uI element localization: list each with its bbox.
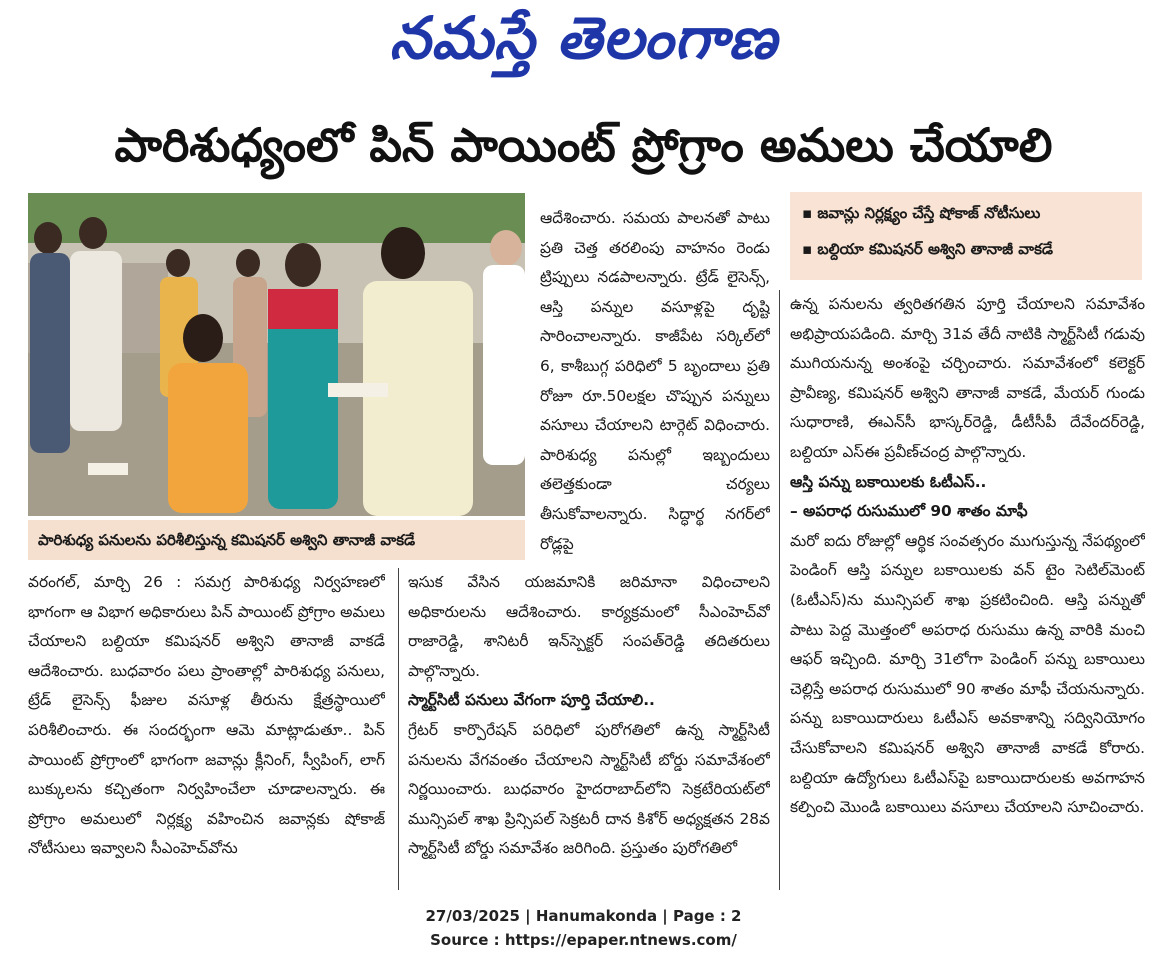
article-column-3 [790,290,1145,890]
footer-source: Source : https://epaper.ntnews.com/ [430,931,737,949]
article-headline: పారిశుధ్యంలో పిన్ పాయింట్ ప్రోగ్రాం అమలు చేయాలి [114,118,1053,172]
subheading-smartcity: స్మార్ట్‌సిటీ పనులు వేగంగా పూర్తి చేయాలి.. [408,691,655,710]
article-photo [28,193,525,516]
photo-illustration [28,193,525,516]
subheading-ots-sub: – అపరాధ రుసుములో 90 శాతం మాఫీ [790,502,1028,521]
article-column-1 [28,568,385,890]
column-2-top-text: ఆదేశించారు. సమయ పాలనతో పాటు ప్రతి చెత్త తరలింపు వాహనం రెండు ట్రిప్పులు నడపాలన్నారు. ట్రేడ్ లైసెన్స్, ఆస్తి పన్నుల వసూళ్లపై దృష్టి సారించాలన్నారు. కాజీపేట సర్కిల్‌లో 6, కాశీబుగ్గ పరిధిలో 5 బృందాలు ప్రతి రోజూ రూ.50లక్షల చొప్పున పన్నులు వసూలు చేయాలని టార్గెట్ విధించారు. పారిశుధ్య పనుల్లో ఇబ్బందులు తలెత్తకుండా చర్యలు తీసుకోవాలన్నారు. సిద్ధార్థ నగర్‌లో రోడ్లపై [540,209,770,553]
highlight-item: ▪ జవాన్లు నిర్లక్ష్యం చేస్తే షోకాజ్ నోటీసులు [802,204,1041,222]
highlights-box [790,192,1142,280]
column-divider [779,290,780,890]
column-2-smartcity-text: గ్రేటర్ కార్పొరేషన్ పరిధిలో పురోగతిలో ఉన్న స్మార్ట్‌సిటీ పనులను వేగవంతం చేయాలని స్మార్ట్‌సిటీ బోర్డు సమావేశంలో నిర్ణయించారు. బుధవారం హైదరాబాద్‌లోని సెక్రటేరియట్‌లో మున్సిపల్ శాఖ ప్రిన్సిపల్ సెక్రటరీ దాన కిశోర్ అధ్యక్షతన 28వ స్మార్ట్‌సిటీ బోర్డు సమావేశం జరిగింది. ప్రస్తుతం పురోగతిలో [408,720,770,858]
newspaper-masthead: నమస్తే తెలంగాణ [389,4,778,72]
column-3-bottom-text: మరో ఐదు రోజుల్లో ఆర్థిక సంవత్సరం ముగుస్తున్న నేపథ్యంలో పెండింగ్ ఆస్తి పన్నుల బకాయిలకు వన్ టైం సెటిల్‌మెంట్ (ఓటీఎస్)ను మున్సిపల్ శాఖ ప్రకటించింది. ఆస్తి పన్నుతో పాటు పెద్ద మొత్తంలో అపరాధ రుసుము ఉన్న వారికి మంచి ఆఫర్ ఇచ్చింది. మార్చి 31లోగా పెండింగ్ పన్ను బకాయిలు చెల్లిస్తే అపరాధ రుసుములో 90 శాతం మాఫీ చేయనున్నారు. పన్ను బకాయిదారులు ఓటీఎస్ అవకాశాన్ని సద్వినియోగం చేసుకోవాలని కమిషనర్ అశ్విని తానాజీ వాకడే కోరారు. బల్దియా ఉద్యోగులు ఓటీఎస్‌పై బకాయిదారులకు అవగాహన కల్పించి మొండి బకాయిలు వసూలు చేయాలని సూచించారు. [790,531,1145,817]
column-2-bottom-text: ఇసుక వేసిన యజమానికి జరిమానా విధించాలని అధికారులను ఆదేశించారు. కార్యక్రమంలో సీఎంహెచ్‌వో రాజారెడ్డి, శానిటరీ ఇన్‌స్పెక్టర్ సంపత్‌రెడ్డి తదితరులు పాల్గొన్నారు. [408,573,770,680]
column-3-top-text: ఉన్న పనులను త్వరితగతిన పూర్తి చేయాలని సమావేశం అభిప్రాయపడింది. మార్చి 31వ తేదీ నాటికి స్మార్ట్‌సిటీ గడువు ముగియనున్న అంశంపై చర్చించారు. సమావేశంలో కలెక్టర్ ప్రావీణ్య, కమిషనర్ అశ్విని తానాజీ వాకడే, మేయర్ గుండు సుధారాణి, ఈఎన్‌సీ భాస్కర్‌రెడ్డి, డీటీసీపీ దేవేందర్‌రెడ్డి, బల్దియా ఎస్‌ఈ ప్రవీణ్‌చంద్ర పాల్గొన్నారు. [790,295,1145,461]
subheading-ots: ఆస్తి పన్ను బకాయిలకు ఓటీఎస్.. [790,472,987,491]
highlight-item: ▪ బల్దియా కమిషనర్ అశ్విని తానాజీ వాకడే [802,240,1054,258]
photo-caption: పారిశుధ్య పనులను పరిశీలిస్తున్న కమిషనర్ అశ్విని తానాజీ వాకడే [28,520,525,560]
article-column-2-bottom [408,568,770,890]
article-column-2-top [540,204,770,566]
column-divider [398,568,399,890]
column-1-text: వరంగల్, మార్చి 26 : సమగ్ర పారిశుధ్య నిర్వహణలో భాగంగా ఆ విభాగ అధికారులు పిన్ పాయింట్ ప్రోగ్రాం అమలు చేయాలని బల్దియా కమిషనర్ అశ్విని తానాజీ వాకడే ఆదేశించారు. బుధవారం పలు ప్రాంతాల్లో పారిశుధ్య పనులు, ట్రేడ్ లైసెన్స్ ఫీజుల వసూళ్ల తీరును క్షేత్రస్థాయిలో పరిశీలించారు. ఈ సందర్భంగా ఆమె మాట్లాడుతూ.. పిన్ పాయింట్ ప్రోగ్రాంలో భాగంగా జవాన్లు క్లీనింగ్, స్వీపింగ్, లాగ్ బుక్కులను కచ్చితంగా నిర్వహించేలా చూడాలన్నారు. ఈ ప్రోగ్రాం అమలులో నిర్లక్ష్య వహించిన జవాన్లకు షోకాజ్ నోటీసులు ఇవ్వాలని సీఎంహెచ్‌వోను [28,573,385,858]
footer-edition-info: 27/03/2025 | Hanumakonda | Page : 2 [425,907,742,925]
